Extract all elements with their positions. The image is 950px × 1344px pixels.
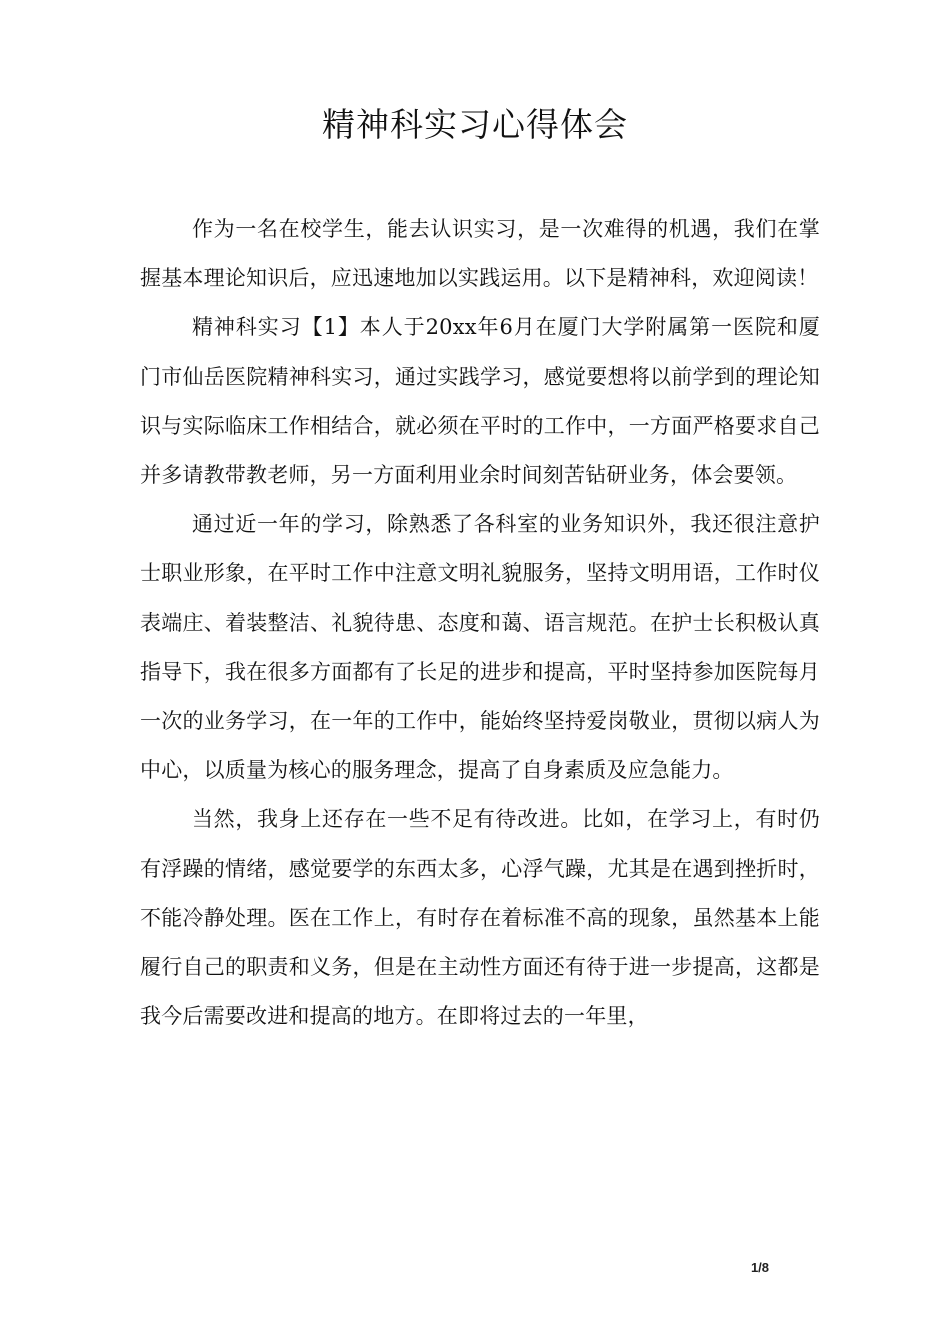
page-number: 1/8 bbox=[750, 1260, 770, 1275]
paragraph-shortcomings: 当然，我身上还存在一些不足有待改进。比如，在学习上，有时仍有浮躁的情绪，感觉要学的东西太多，心浮气躁，尤其是在遇到挫折时，不能冷静处理。医在工作上，有时存在着标准不高的现象，虽然基本上能履行自己的职责和义务，但是在主动性方面还有待于进一步提高，这都是我今后需要改进和提高的地方。在即将过去的一年里， bbox=[140, 807, 820, 1029]
document-title: 精神科实习心得体会 bbox=[322, 105, 628, 144]
paragraph-intro: 作为一名在校学生，能去认识实习，是一次难得的机遇，我们在掌握基本理论知识后，应迅速地加以实践运用。以下是精神科，欢迎阅读！ bbox=[140, 217, 820, 291]
paragraph-internship: 精神科实习【1】本人于20xx年6月在厦门大学附属第一医院和厦门市仙岳医院精神科实习，通过实践学习，感觉要想将以前学到的理论知识与实际临床工作相结合，就必须在平时的工作中，一方面严格要求自己并多请教带教老师，另一方面利用业余时间刻苦钻研业务，体会要领。 bbox=[140, 315, 820, 488]
paragraph-learning: 通过近一年的学习，除熟悉了各科室的业务知识外，我还很注意护士职业形象，在平时工作中注意文明礼貌服务，坚持文明用语，工作时仪表端庄、着装整洁、礼貌待患、态度和蔼、语言规范。在护士长积极认真指导下，我在很多方面都有了长足的进步和提高，平时坚持参加医院每月一次的业务学习，在一年的工作中，能始终坚持爱岗敬业，贯彻以病人为中心，以质量为核心的服务理念，提高了自身素质及应急能力。 bbox=[140, 512, 820, 783]
document-body bbox=[140, 205, 820, 1041]
